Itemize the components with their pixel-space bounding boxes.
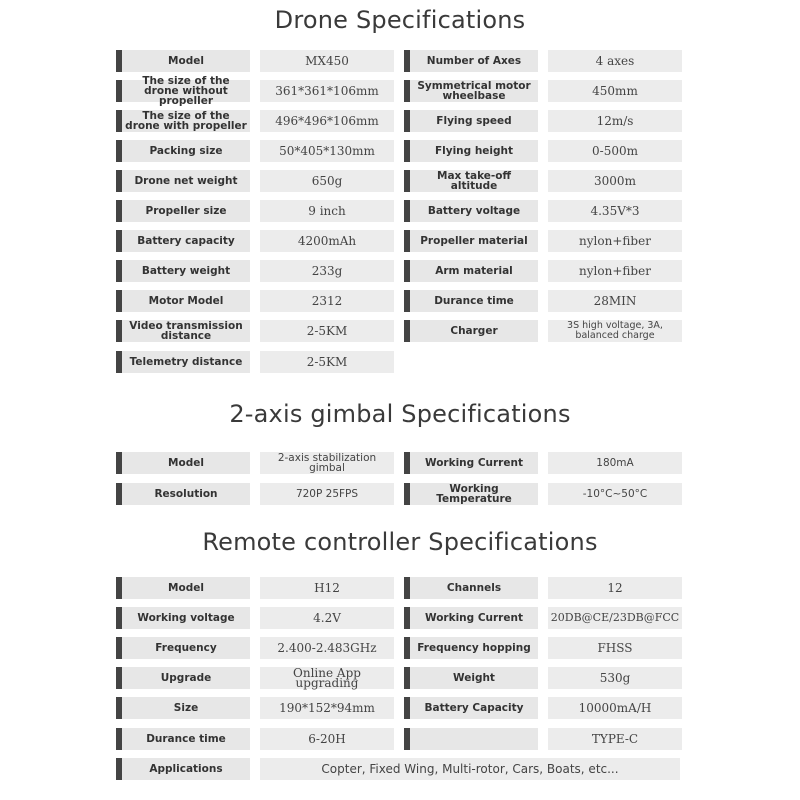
drone-label-motor-model: Motor Model (116, 290, 250, 312)
gimbal-value-model: 2-axis stabilization gimbal (260, 452, 394, 474)
drone-label-size-with-propeller: The size of the drone with propeller (116, 110, 250, 132)
drone-value-flying-height: 0-500m (548, 140, 682, 162)
remote-value-upgrade: Online App upgrading (260, 667, 394, 689)
drone-label-flying-speed: Flying speed (404, 110, 538, 132)
drone-label-battery-voltage: Battery voltage (404, 200, 538, 222)
remote-label-channels: Channels (404, 577, 538, 599)
drone-label-motor-wheelbase: Symmetrical motor wheelbase (404, 80, 538, 102)
drone-label-charger: Charger (404, 320, 538, 342)
drone-value-battery-weight: 233g (260, 260, 394, 282)
drone-value-battery-capacity: 4200mAh (260, 230, 394, 252)
gimbal-section-title: 2-axis gimbal Specifications (229, 400, 571, 428)
remote-value-working-voltage: 4.2V (260, 607, 394, 629)
drone-value-number-of-axes: 4 axes (548, 50, 682, 72)
drone-label-model: Model (116, 50, 250, 72)
drone-value-arm-material: nylon+fiber (548, 260, 682, 282)
remote-label-working-current: Working Current (404, 607, 538, 629)
drone-label-propeller-size: Propeller size (116, 200, 250, 222)
drone-value-video-transmission-distance: 2-5KM (260, 320, 394, 342)
gimbal-label-model: Model (116, 452, 250, 474)
drone-value-battery-voltage: 4.35V*3 (548, 200, 682, 222)
drone-value-charger: 3S high voltage, 3A, balanced charge (548, 320, 682, 342)
remote-label-blank (404, 728, 538, 750)
remote-section-title: Remote controller Specifications (202, 528, 598, 556)
drone-label-number-of-axes: Number of Axes (404, 50, 538, 72)
remote-value-size: 190*152*94mm (260, 697, 394, 719)
drone-value-net-weight: 650g (260, 170, 394, 192)
drone-value-model: MX450 (260, 50, 394, 72)
remote-label-weight: Weight (404, 667, 538, 689)
drone-label-propeller-material: Propeller material (404, 230, 538, 252)
remote-label-size: Size (116, 697, 250, 719)
drone-value-propeller-material: nylon+fiber (548, 230, 682, 252)
remote-label-working-voltage: Working voltage (116, 607, 250, 629)
drone-value-packing-size: 50*405*130mm (260, 140, 394, 162)
gimbal-label-working-current: Working Current (404, 452, 538, 474)
gimbal-value-resolution: 720P 25FPS (260, 483, 394, 505)
drone-label-telemetry-distance: Telemetry distance (116, 351, 250, 373)
drone-label-battery-capacity: Battery capacity (116, 230, 250, 252)
drone-value-motor-model: 2312 (260, 290, 394, 312)
remote-value-model: H12 (260, 577, 394, 599)
drone-value-size-without-propeller: 361*361*106mm (260, 80, 394, 102)
remote-value-working-current: 20DB@CE/23DB@FCC (548, 607, 682, 629)
drone-value-telemetry-distance: 2-5KM (260, 351, 394, 373)
remote-label-durance-time: Durance time (116, 728, 250, 750)
gimbal-value-working-temperature: -10°C~50°C (548, 483, 682, 505)
remote-label-battery-capacity: Battery Capacity (404, 697, 538, 719)
drone-value-size-with-propeller: 496*496*106mm (260, 110, 394, 132)
remote-value-battery-capacity: 10000mA/H (548, 697, 682, 719)
remote-value-frequency: 2.400-2.483GHz (260, 637, 394, 659)
drone-value-motor-wheelbase: 450mm (548, 80, 682, 102)
gimbal-value-working-current: 180mA (548, 452, 682, 474)
remote-value-type-c: TYPE-C (548, 728, 682, 750)
remote-label-frequency: Frequency (116, 637, 250, 659)
drone-value-flying-speed: 12m/s (548, 110, 682, 132)
drone-label-durance-time: Durance time (404, 290, 538, 312)
remote-value-channels: 12 (548, 577, 682, 599)
drone-label-net-weight: Drone net weight (116, 170, 250, 192)
drone-label-video-transmission-distance: Video transmission distance (116, 320, 250, 342)
drone-label-arm-material: Arm material (404, 260, 538, 282)
remote-label-applications: Applications (116, 758, 250, 780)
remote-label-frequency-hopping: Frequency hopping (404, 637, 538, 659)
drone-section-title: Drone Specifications (274, 6, 526, 34)
drone-value-durance-time: 28MIN (548, 290, 682, 312)
remote-label-model: Model (116, 577, 250, 599)
drone-label-battery-weight: Battery weight (116, 260, 250, 282)
drone-label-size-without-propeller: The size of the drone without propeller (116, 80, 250, 102)
drone-value-propeller-size: 9 inch (260, 200, 394, 222)
remote-value-weight: 530g (548, 667, 682, 689)
drone-value-max-takeoff-altitude: 3000m (548, 170, 682, 192)
drone-label-flying-height: Flying height (404, 140, 538, 162)
remote-value-frequency-hopping: FHSS (548, 637, 682, 659)
remote-value-durance-time: 6-20H (260, 728, 394, 750)
drone-label-max-takeoff-altitude: Max take-off altitude (404, 170, 538, 192)
gimbal-label-resolution: Resolution (116, 483, 250, 505)
remote-value-applications: Copter, Fixed Wing, Multi-rotor, Cars, Boats, etc... (260, 758, 680, 780)
remote-label-upgrade: Upgrade (116, 667, 250, 689)
gimbal-label-working-temperature: Working Temperature (404, 483, 538, 505)
drone-label-packing-size: Packing size (116, 140, 250, 162)
